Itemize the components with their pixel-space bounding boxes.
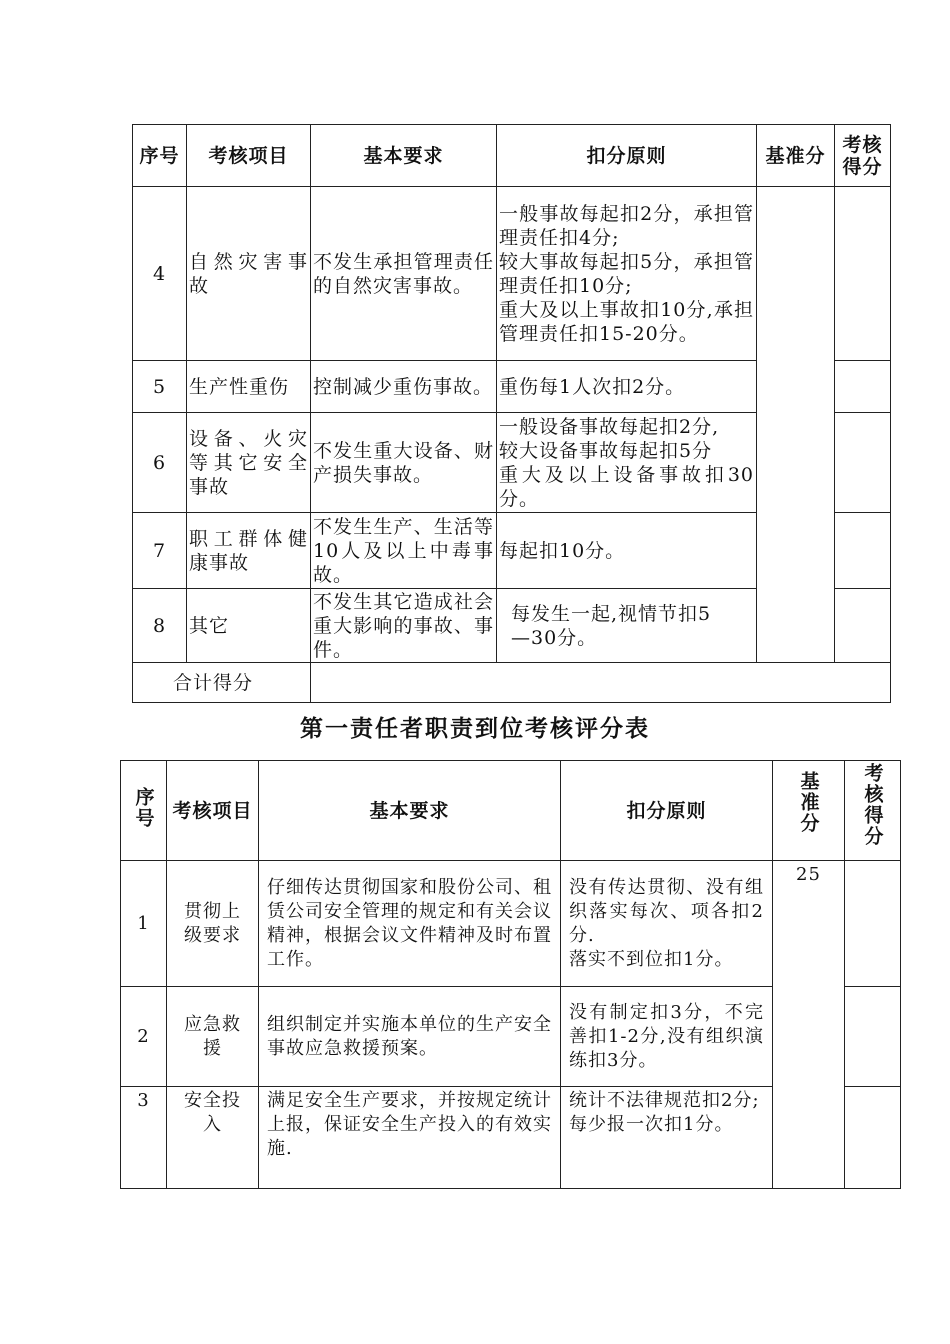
total-row	[133, 663, 891, 703]
base-score-cell	[757, 187, 835, 663]
score-cell[interactable]	[835, 187, 891, 361]
assessment-table-1	[132, 124, 891, 703]
assessment-table-2	[120, 760, 901, 1189]
header-requirement: 基本要求	[311, 125, 497, 187]
header-score	[845, 761, 901, 861]
table-header-row	[121, 761, 901, 861]
score-cell[interactable]	[845, 987, 901, 1087]
header-base-score-text: 基准分	[797, 771, 820, 834]
header-base-score: 基准分	[757, 125, 835, 187]
header-no	[121, 761, 167, 861]
score-cell[interactable]	[845, 1087, 901, 1189]
base-score-cell: 25	[773, 861, 845, 1189]
row-rule: 没有传达贯彻、没有组织落实每次、项各扣2分. 落实不到位扣1分。	[561, 861, 773, 987]
table-header-row	[133, 125, 891, 187]
row-rule: 统计不法律规范扣2分; 每少报一次扣1分。	[561, 1087, 773, 1189]
table-row	[133, 187, 891, 361]
header-score: 考核 得分	[835, 125, 891, 187]
row-item: 安全投入	[167, 1087, 259, 1189]
score-cell[interactable]	[845, 861, 901, 987]
row-rule: 没有制定扣3分，不完善扣1-2分,没有组织演练扣3分。	[561, 987, 773, 1087]
row-requirement: 满足安全生产要求，并按规定统计上报，保证安全生产投入的有效实施.	[259, 1087, 561, 1189]
header-requirement: 基本要求	[259, 761, 561, 861]
row-rule: 重伤每1人次扣2分。	[497, 361, 757, 413]
row-item: 自然灾害事故	[187, 187, 311, 361]
header-no: 序号	[133, 125, 187, 187]
row-no: 1	[121, 861, 167, 987]
score-cell[interactable]	[835, 413, 891, 513]
row-no: 2	[121, 987, 167, 1087]
header-base-score	[773, 761, 845, 861]
row-requirement: 仔细传达贯彻国家和股份公司、租赁公司安全管理的规定和有关会议精神，根据会议文件精神及时布置工作。	[259, 861, 561, 987]
row-item: 其它	[187, 589, 311, 663]
row-rule: 每发生一起,视情节扣5 —30分。	[497, 589, 757, 663]
row-item: 职工群体健康事故	[187, 513, 311, 589]
row-requirement: 不发生其它造成社会重大影响的事故、事件。	[311, 589, 497, 663]
row-no: 3	[121, 1087, 167, 1189]
score-cell[interactable]	[835, 513, 891, 589]
row-requirement: 组织制定并实施本单位的生产安全事故应急救援预案。	[259, 987, 561, 1087]
header-deduction-rule: 扣分原则	[561, 761, 773, 861]
row-requirement: 不发生重大设备、财产损失事故。	[311, 413, 497, 513]
total-label: 合计得分	[133, 663, 311, 703]
table-row	[121, 861, 901, 987]
row-no: 8	[133, 589, 187, 663]
score-cell[interactable]	[835, 361, 891, 413]
row-item: 贯彻上级要求	[167, 861, 259, 987]
header-score-text: 考核得分	[861, 763, 884, 847]
row-requirement: 不发生生产、生活等10人及以上中毒事故。	[311, 513, 497, 589]
score-cell[interactable]	[835, 589, 891, 663]
row-item: 生产性重伤	[187, 361, 311, 413]
row-no: 4	[133, 187, 187, 361]
row-item: 设备、火灾等其它安全事故	[187, 413, 311, 513]
row-item: 应急救援	[167, 987, 259, 1087]
total-score-cell[interactable]	[311, 663, 891, 703]
row-rule: 一般设备事故每起扣2分, 较大设备事故每起扣5分 重大及以上设备事故扣30分。	[497, 413, 757, 513]
row-no: 5	[133, 361, 187, 413]
page-title: 第一责任者职责到位考核评分表	[300, 716, 650, 742]
header-deduction-rule: 扣分原则	[497, 125, 757, 187]
header-item: 考核项目	[187, 125, 311, 187]
row-rule: 每起扣10分。	[497, 513, 757, 589]
header-no-text: 序号	[132, 786, 155, 829]
row-no: 7	[133, 513, 187, 589]
row-requirement: 控制减少重伤事故。	[311, 361, 497, 413]
header-item: 考核项目	[167, 761, 259, 861]
row-requirement: 不发生承担管理责任的自然灾害事故。	[311, 187, 497, 361]
row-rule: 一般事故每起扣2分，承担管理责任扣4分; 较大事故每起扣5分，承担管理责任扣10分; 重大及以上事故扣10分,承担管理责任扣15-20分。	[497, 187, 757, 361]
row-no: 6	[133, 413, 187, 513]
